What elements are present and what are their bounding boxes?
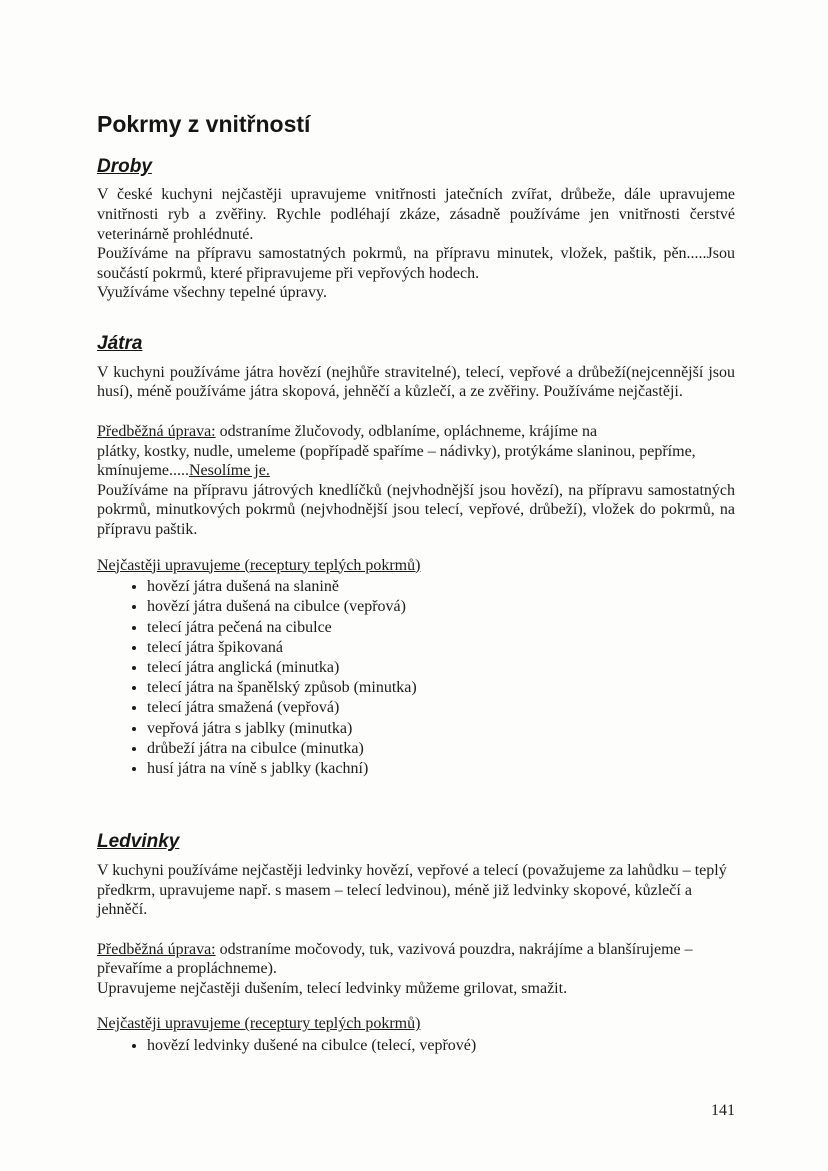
list-item: • telecí játra smažená (vepřová)	[147, 698, 735, 718]
section-heading-ledvinky: Ledvinky	[97, 831, 180, 853]
jatra-list-heading: Nejčastěji upravujeme (receptury teplých pokrmů)	[97, 556, 421, 574]
jatra-paragraph-2: Používáme na přípravu játrových knedlíčků (nejvhodnější jsou hovězí), na přípravu samostatných pokrmů, minutkových pokrmů (nejvhodnější jsou telecí, vepřové, drůbeží), vložek do pokrmů, na přípravu paštik.	[97, 481, 735, 538]
list-item: • hovězí játra dušená na cibulce (vepřová)	[147, 597, 735, 617]
list-item: • vepřová játra s jablky (minutka)	[147, 719, 735, 739]
list-item: • hovězí ledvinky dušené na cibulce (telecí, vepřové)	[147, 1036, 735, 1056]
section-heading-jatra: Játra	[97, 332, 143, 354]
page-number: 141	[711, 1102, 735, 1119]
list-item: • drůbeží játra na cibulce (minutka)	[147, 739, 735, 759]
list-item: • telecí játra pečená na cibulce	[147, 618, 735, 638]
ledvinky-paragraph-1: V kuchyni používáme nejčastěji ledvinky hovězí, vepřové a telecí (považujeme za lahůdku – teplý předkrm, upravujeme např. s masem – telecí ledvinou), méně již ledvinky skopové, kůzlečí a jehněčí.	[97, 861, 727, 919]
list-item: • telecí játra špikovaná	[147, 638, 735, 658]
page-title: Pokrmy z vnitřností	[97, 111, 311, 137]
ledvinky-paragraph-2: Upravujeme nejčastěji dušením, telecí ledvinky můžeme grilovat, smažit.	[97, 979, 568, 997]
list-item: • husí játra na víně s jablky (kachní)	[147, 759, 735, 779]
ledvinky-recipe-list	[97, 1036, 735, 1056]
prep-label: Předběžná úprava:	[97, 422, 216, 440]
section-ledvinky	[97, 831, 735, 1056]
droby-paragraph-1: V české kuchyni nejčastěji upravujeme vnitřnosti jatečních zvířat, drůbeže, dále upravujeme vnitřnosti ryb a zvěřiny. Rychle podléhají zkáze, zásadně používáme jen vnitřnosti čerstvé veterinárně prohlédnuté.	[97, 186, 735, 243]
section-droby	[97, 156, 735, 303]
prep-text-line3: kmínujeme.....	[97, 462, 189, 480]
section-heading-droby: Droby	[97, 155, 152, 177]
list-item: • telecí játra anglická (minutka)	[147, 658, 735, 678]
ledvinky-list-heading: Nejčastěji upravujeme (receptury teplých pokrmů)	[97, 1015, 421, 1033]
prep-underlined-note: Nesolíme je.	[188, 462, 270, 480]
jatra-recipe-list	[97, 577, 735, 779]
list-item: • telecí játra na španělský způsob (minutka)	[147, 678, 735, 698]
jatra-paragraph-1: V kuchyni používáme játra hovězí (nejhůře stravitelné), telecí, vepřové a drůbeží(nejcennější jsou husí), méně používáme játra skopová, jehněčí a kůzlečí, a ze zvěřiny. Používáme nejčastěji.	[97, 363, 735, 401]
prep-label: Předběžná úprava:	[97, 940, 216, 958]
prep-text: odstraníme žlučovody, odblaníme, opláchneme, krájíme na	[219, 422, 598, 440]
section-jatra	[97, 333, 735, 779]
prep-text-line2: plátky, kostky, nudle, umeleme (popřípadě spaříme – nádivky), protýkáme slaninou, pepříme,	[97, 442, 696, 460]
droby-paragraph-2: Používáme na přípravu samostatných pokrmů, na přípravu minutek, vložek, paštik, pěn.....Jsou součástí pokrmů, které připravujeme při vepřových hodech.	[97, 245, 735, 282]
jatra-prep-paragraph	[97, 422, 735, 481]
ledvinky-prep-paragraph	[97, 940, 735, 979]
droby-paragraph-3: Využíváme všechny tepelné úpravy.	[97, 284, 327, 302]
prep-text: odstraníme močovody, tuk, vazivová pouzdra, nakrájíme a blanšírujeme – převaříme a propláchneme).	[97, 940, 693, 978]
list-item: • hovězí játra dušená na slanině	[147, 577, 735, 597]
